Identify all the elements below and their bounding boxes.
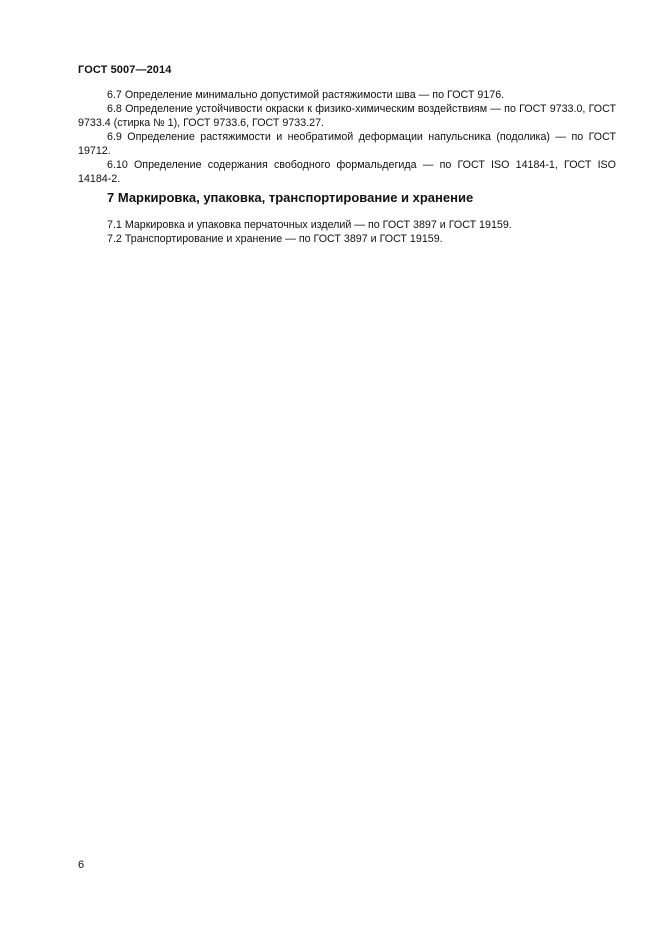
section-6-text <box>78 88 616 186</box>
paragraph-6-7: 6.7 Определение минимально допустимой растяжимости шва — по ГОСТ 9176. <box>107 89 505 101</box>
standard-header: ГОСТ 5007—2014 <box>78 64 172 76</box>
page-number: 6 <box>78 859 85 871</box>
paragraph-6-8: 6.8 Определение устойчивости окраски к физико-химическим воздействиям — по ГОСТ 9733.0, ГОСТ 9733.4 (стирка № 1), ГОСТ 9733.6, ГОСТ 9733.27. <box>78 103 616 129</box>
section-7-title: 7 Маркировка, упаковка, транспортирование и хранение <box>107 190 474 205</box>
paragraph-7-1: 7.1 Маркировка и упаковка перчаточных изделий — по ГОСТ 3897 и ГОСТ 19159. <box>107 219 512 231</box>
paragraph-6-10: 6.10 Определение содержания свободного формальдегида — по ГОСТ ISO 14184-1, ГОСТ ISO 14184-2. <box>78 159 616 185</box>
paragraph-6-9: 6.9 Определение растяжимости и необратимой деформации напульсника (подолика) — по ГОСТ 19712. <box>78 131 616 157</box>
section-7-text <box>78 218 616 246</box>
paragraph-7-2: 7.2 Транспортирование и хранение — по ГОСТ 3897 и ГОСТ 19159. <box>107 233 443 245</box>
